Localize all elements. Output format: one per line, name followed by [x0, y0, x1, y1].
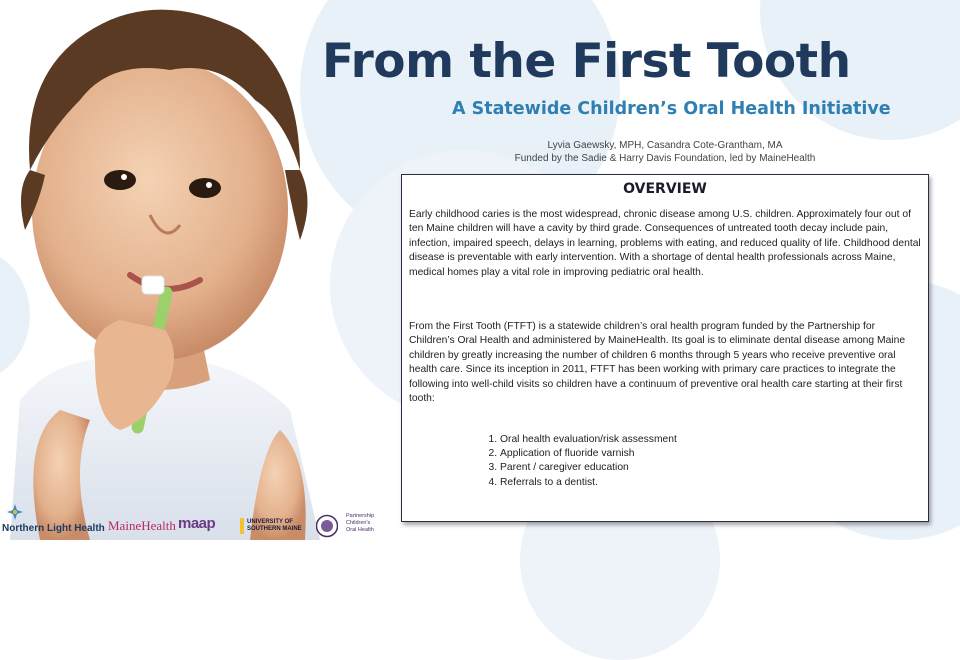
- overview-paragraph: Early childhood caries is the most widespread, chronic disease among U.S. children. Approximately four out of ten Maine children will have a cavity by third grade. Consequences of untreated tooth decay include pain, infection, impaired speech, delays in learning, problems with eating, and reduced quality of life. Childhood dental disease is preventable with early intervention. With a shortage of dental health professionals across Maine, medical homes play a vital role in improving pediatric oral health.: [409, 209, 921, 278]
- northern-light-logo: Northern Light Health: [2, 523, 105, 534]
- poster-title: From the First Tooth: [322, 34, 851, 89]
- maap-logo: maap: [178, 515, 216, 532]
- usm-logo: UNIVERSITY OF SOUTHERN MAINE: [247, 519, 302, 532]
- overview-heading: OVERVIEW: [623, 181, 707, 197]
- usm-mark-icon: [240, 518, 244, 534]
- program-paragraph: From the First Tooth (FTFT) is a statewide children’s oral health program funded by the Partnership for Children’s Oral Health and administered by MaineHealth. Its goal is to eliminate dental disease among Maine children by greatly increasing the number of children 6 months through 5 years who receive preventive oral health care. Since its inception in 2011, FTFT has been working with primary care practices to integrate the following into well-child visits so children have a continuum of preventive oral health care starting at their first tooth:: [409, 321, 906, 405]
- list-item: 3. Parent / caregiver education: [500, 461, 677, 475]
- list-item: 2. Application of fluoride varnish: [500, 447, 677, 461]
- poster-subtitle: A Statewide Children’s Oral Health Initiative: [452, 99, 891, 119]
- funding-line: Funded by the Sadie & Harry Davis Foundation, led by MaineHealth: [514, 153, 816, 164]
- partnership-seal-icon: [316, 514, 338, 538]
- overview-box: [401, 174, 929, 522]
- mainehealth-logo: MaineHealth: [108, 518, 176, 533]
- program-components-list: [480, 433, 677, 490]
- partnership-logo: Partnership Children's Oral Health: [346, 513, 375, 533]
- child-photo: [0, 0, 330, 540]
- list-item: 4. Referrals to a dentist.: [500, 476, 677, 490]
- authors-line: Lyvia Gaewsky, MPH, Casandra Cote-Grantham, MA: [547, 140, 783, 151]
- list-item: 1. Oral health evaluation/risk assessment: [500, 433, 677, 447]
- northern-light-icon: [7, 504, 23, 520]
- partner-logos: [0, 500, 400, 540]
